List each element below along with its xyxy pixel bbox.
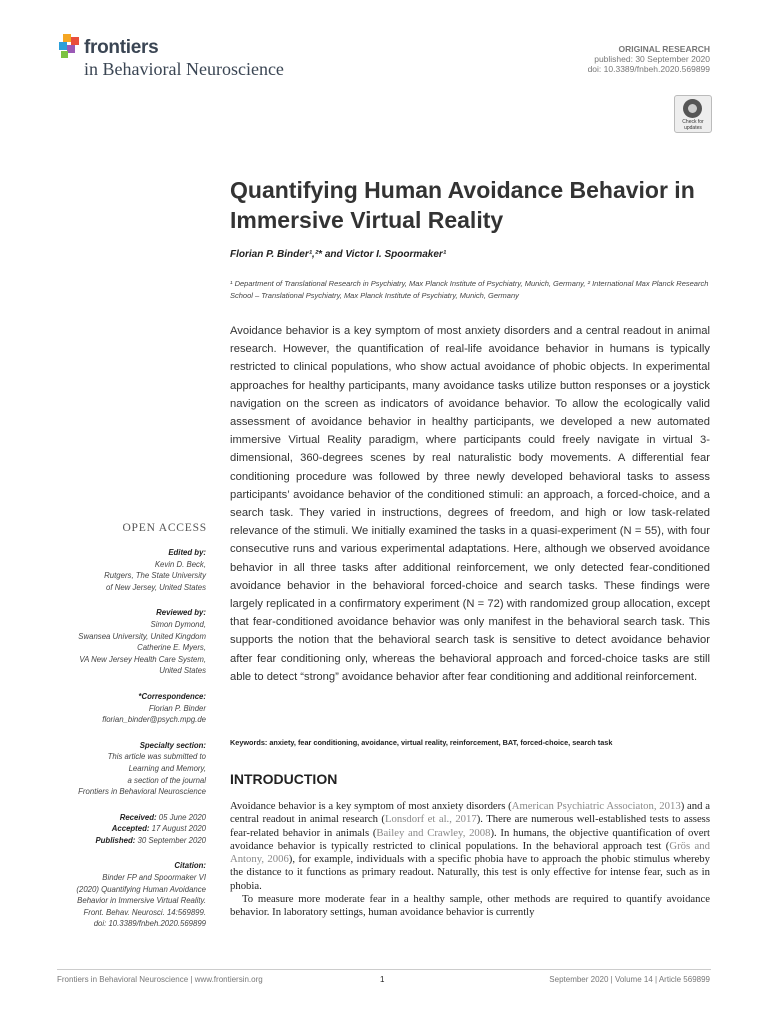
reviewed-by-block [40,607,206,677]
citation-link[interactable]: American Psychiatric Associaton, 2013 [511,800,681,812]
footer-issue-info: September 2020 | Volume 14 | Article 569899 [549,975,710,984]
correspondence-block [40,691,206,726]
footer-divider [57,969,711,970]
citation-link[interactable]: Lonsdorf et al., 2017 [385,813,477,826]
reviewer-line: Catherine E. Myers, [137,643,206,653]
citation-link[interactable]: Bailey and Crawley, 2008 [376,826,491,839]
edited-by-block [40,547,206,593]
abstract: Avoidance behavior is a key symptom of most anxiety disorders and a central readout in animal research. However, the quantification of real-life avoidance behavior in humans is typically restricted to clinical populations, who show actual avoidance of phobic objects. In experimental approaches for healthy participants, many avoidance tasks utilize button responses or a joystick navigation on the screen as indicators of avoidance behavior. To allow the ecologically valid assessment of avoidance behavior in healthy participants, we developed a new automated immersive Virtual Reality paradigm, where participants could freely navigate in virtual 3-dimensional, 360-degrees scenes by real naturalistic body movements. A differential fear conditioning procedure was followed by three newly developed behavioral tasks to assess participants’ avoidance behavior of the conditioned stimuli: an approach, a forced-choice, and a search task. They varied in instructions, degrees of freedom, and high or low task-related relevance of the stimuli. We initially examined the tasks in a quasi-experiment (N = 55), with four consecutive runs and various experimental adaptations. Here, although we observed avoidance behavior in all three tasks after additional reinforcement, we only detected fear-conditioned avoidance behavior in the behavioral forced-choice and search tasks. These findings were largely replicated in a confirmatory experiment (N = 72) with randomized group allocation, except that fear-conditioned avoidance behavior was only manifest in the behavioral search task. This supports the notion that the behavioral search task is sensitive to detect avoidance behavior after fear conditioning only, whereas the behavioral approach and forced-choice tasks are still able to detect “strong” avoidance behavior after fear conditioning and additional reinforcement. [230,325,710,683]
reviewer-line: Simon Dymond, [150,619,206,629]
intro-paragraph: To measure more moderate fear in a healthy sample, other methods are required to quantify avoidance behavior. In laboratory settings, human avoidance behavior is currently [230,893,710,919]
citation-line: (2020) Quantifying Human Avoidance [76,884,206,894]
accepted-value: 17 August 2020 [151,824,206,834]
edited-by-label: Edited by: [168,548,206,557]
specialty-line: Learning and Memory, [128,763,206,773]
reviewed-by-label: Reviewed by: [156,608,206,618]
keywords: Keywords: anxiety, fear conditioning, avoidance, virtual reality, reinforcement, BAT, forced-choice, search task [230,738,613,747]
check-updates-icon [683,99,702,118]
accepted-label: Accepted: [111,824,150,834]
affiliations: ¹ Department of Translational Research in Psychiatry, Max Planck Institute of Psychiatry, Munich, Germany, ² International Max Planck Research School – Translational Psychiatry, Max Planck Institute of Psychiatry, Munich, Germany [230,279,709,300]
article-meta-header [588,44,710,74]
logo-wordmark: frontiers [84,37,159,58]
check-updates-label: Check for updates [682,119,704,131]
citation-block [40,860,206,930]
citation-doi[interactable]: doi: 10.3389/fnbeh.2020.569899 [93,919,206,929]
reviewer-line: United States [159,666,206,676]
specialty-label: Specialty section: [139,740,206,750]
article-title: Quantifying Human Avoidance Behavior in Immersive Virtual Reality [230,177,695,233]
footer-journal-link[interactable]: Frontiers in Behavioral Neuroscience | www.frontiersin.org [57,975,263,984]
correspondence-email[interactable]: florian_binder@psych.mpg.de [102,715,206,725]
received-value: 05 June 2020 [158,812,206,822]
correspondence-name: Florian P. Binder [148,703,206,713]
intro-text: ). In humans, the objective quantification of overt avoidance behavior is typically restricted to clinical populations. In the behavioral approach test ( [230,826,711,852]
citation-line: Binder FP and Spoormaker VI [102,873,206,883]
published-value: 30 September 2020 [137,835,206,845]
frontiers-logo-icon [57,34,81,60]
citation-line: Behavior in Immersive Virtual Reality. [77,896,206,906]
editor-line: of New Jersey, United States [106,582,206,592]
open-access-label: OPEN ACCESS [122,522,207,534]
editor-line: Rutgers, The State University [104,571,206,581]
citation-link[interactable]: Grös and Antony, 2006 [230,839,710,866]
journal-logo [57,34,337,84]
intro-text: Avoidance behavior is a key symptom of most anxiety disorders ( [230,800,512,812]
editor-line: Kevin D. Beck, [154,559,206,569]
section-heading-introduction: INTRODUCTION [230,771,338,787]
dates-block [40,812,206,847]
introduction-body [230,800,710,920]
check-for-updates-badge[interactable] [674,95,712,133]
reviewer-line: VA New Jersey Health Care System, [79,654,206,664]
specialty-line: a section of the journal [127,775,206,785]
correspondence-label: *Correspondence: [138,691,206,701]
article-info-sidebar [40,547,206,935]
intro-text: ) and a central readout in animal research ( [230,800,710,826]
author-list: Florian P. Binder¹,²* and Victor I. Spoormaker¹ [230,249,447,260]
published-label: Published: [95,835,136,845]
received-label: Received: [119,812,157,822]
specialty-block [40,740,206,798]
specialty-line: This article was submitted to [107,752,206,762]
article-type: ORIGINAL RESEARCH [618,44,710,54]
citation-label: Citation: [174,861,206,871]
journal-name: in Behavioral Neuroscience [84,59,284,79]
published-date-sidebar [40,835,206,847]
intro-text: ), for example, individuals with a specific phobia have to approach the phobic stimulus whereby the distance to it functions as primary readout. Naturally, this test is only effective for intense fear, such as in phobia. [230,853,710,892]
published-date: published: 30 September 2020 [594,54,710,64]
accepted-date [40,823,206,835]
intro-paragraph [230,800,710,893]
intro-text: ). There are numerous well-established tests to assess fear-related behavior in animals ( [230,813,711,839]
reviewer-line: Swansea University, United Kingdom [78,631,206,641]
citation-line: Front. Behav. Neurosci. 14:569899. [83,907,206,917]
page-number: 1 [380,975,385,984]
received-date [40,812,206,824]
specialty-line: Frontiers in Behavioral Neuroscience [78,787,206,797]
header-doi[interactable]: doi: 10.3389/fnbeh.2020.569899 [587,64,710,74]
